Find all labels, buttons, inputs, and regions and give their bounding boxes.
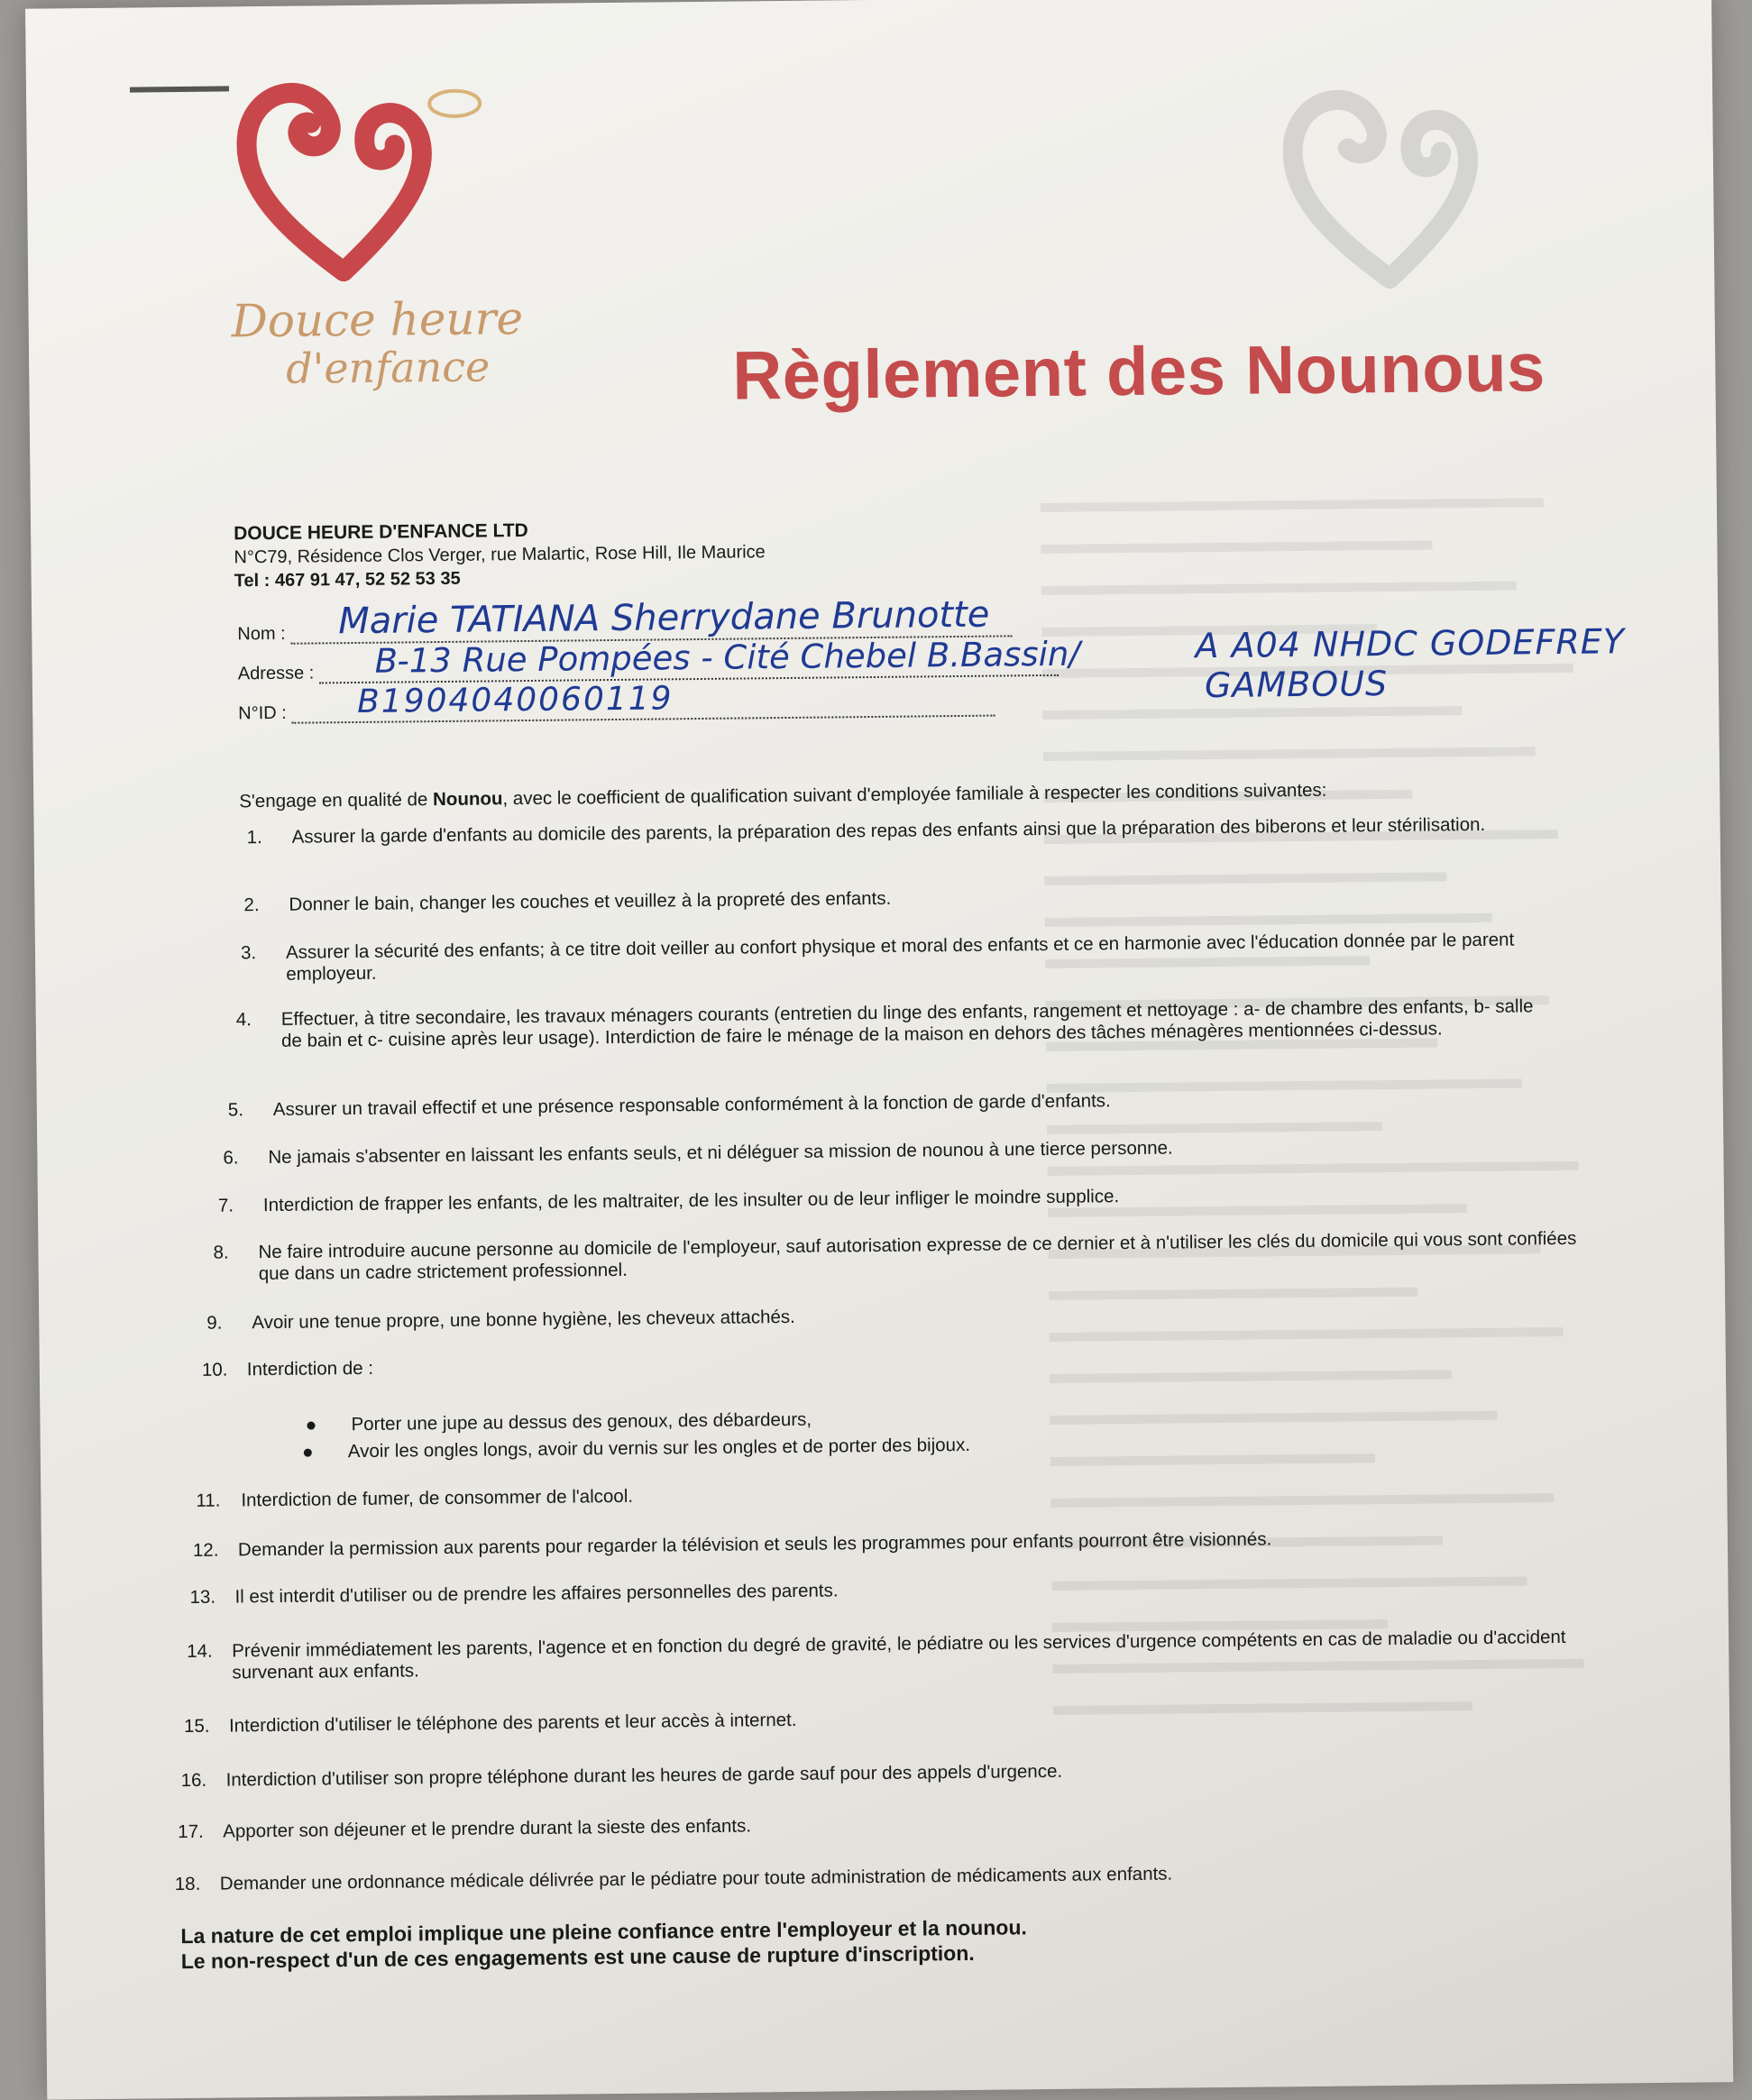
rule-text: Ne jamais s'absenter en laissant les enfants seuls, et ni déléguer sa mission de nounou à une tierce personne. xyxy=(268,1137,1173,1169)
rule-text: Il est interdit d'utiliser ou de prendre les affaires personnelles des parents. xyxy=(234,1580,839,1608)
heart-logo-icon xyxy=(225,67,498,304)
footer-note xyxy=(180,1914,1027,1974)
page-title: Règlement des Nounous xyxy=(731,329,1546,415)
rule-text: Demander la permission aux parents pour regarder la télévision et seuls les programmes pour enfants pourront être visionnés. xyxy=(237,1528,1272,1561)
rule-text: Assurer un travail effectif et une présence responsable conformément à la fonction de garde d'enfants. xyxy=(272,1090,1111,1120)
bullet-dot xyxy=(307,1422,315,1430)
watermark-logo-icon xyxy=(1270,74,1543,293)
rule-text: Effectuer, à titre secondaire, les travaux ménagers courants (entretien du linge des enfants, rangement et nettoyage : a- de chambre des enfants, b- salle de bain et c- cuisine après leur usage). Interdiction de faire le ménage de la maison en dehors des tâches ménagères mentionnées ci-dessus. xyxy=(280,995,1534,1051)
rule-text: Ne faire introduire aucune personne au domicile de l'employeur, sauf autorisation expresse de ce dernier et à n'utiliser les clés du domicile qui vous sont confiées que dans un cadre strictement professionnel. xyxy=(258,1227,1577,1285)
nom-label: Nom : xyxy=(237,623,286,645)
rule-text: Interdiction d'utiliser le téléphone des parents et leur accès à internet. xyxy=(228,1709,797,1737)
rule-number: 16. xyxy=(180,1769,207,1792)
document-page xyxy=(25,0,1733,2100)
rule-number: 14. xyxy=(187,1640,213,1663)
intro-text-start: S'engage en qualité de xyxy=(239,789,434,812)
company-address: N°C79, Résidence Clos Verger, rue Malartic, Rose Hill, Ile Maurice xyxy=(234,542,766,568)
rule-number: 5. xyxy=(227,1099,244,1121)
rule-number: 12. xyxy=(192,1539,219,1561)
rule-number: 15. xyxy=(183,1715,210,1738)
sub-bullet-text: Avoir les ongles longs, avoir du vernis sur les ongles et de porter des bijoux. xyxy=(347,1434,971,1463)
adresse-handwritten-value: B-13 Rue Pompées - Cité Chebel B.Bassin/ xyxy=(374,634,1081,681)
rule-number: 4. xyxy=(235,1009,252,1031)
nom-handwritten-value: Marie TATIANA Sherrydane Brunotte xyxy=(337,593,990,643)
rule-text: Demander une ordonnance médicale délivrée par le pédiatre pour toute administration de médicaments aux enfants. xyxy=(219,1863,1173,1894)
bullet-dot xyxy=(304,1449,312,1457)
rule-number: 2. xyxy=(243,894,260,916)
adresse-label: Adresse : xyxy=(237,663,315,684)
rule-text: Interdiction de fumer, de consommer de l'alcool. xyxy=(241,1485,634,1511)
rule-number: 3. xyxy=(240,942,257,964)
sub-bullet-item xyxy=(307,1409,812,1436)
sub-bullet-text: Porter une jupe au dessus des genoux, des débardeurs, xyxy=(351,1408,812,1435)
rule-number: 7. xyxy=(217,1195,234,1216)
rule-text: Interdiction d'utiliser son propre téléphone durant les heures de garde sauf pour des appels d'urgence. xyxy=(225,1760,1063,1791)
intro-role: Nounou xyxy=(432,788,503,811)
rule-number: 8. xyxy=(213,1242,229,1263)
rule-text: Assurer la sécurité des enfants; à ce titre doit veiller au confort physique et moral des enfants et ce en harmonie avec l'éducation donnée par le parent employeur. xyxy=(285,929,1515,985)
footer-line2: Le non-respect d'un de ces engagements est une cause de rupture d'inscription. xyxy=(180,1940,975,1974)
company-name: DOUCE HEURE D'ENFANCE LTD xyxy=(234,519,528,545)
logo-text-line1: Douce heure xyxy=(231,292,524,348)
rule-text: Interdiction de : xyxy=(246,1357,374,1380)
rule-number: 1. xyxy=(246,827,262,848)
intro-text-end: , avec le coefficient de qualification suivant d'employée familiale à respecter les conditions suivantes: xyxy=(502,779,1327,810)
rule-number: 18. xyxy=(174,1873,201,1895)
rule-number: 10. xyxy=(201,1359,228,1380)
sub-bullet-item xyxy=(304,1435,970,1463)
logo-text-line2: d'enfance xyxy=(285,342,491,393)
adresse-handwritten-note-line2: GAMBOUS xyxy=(1204,664,1389,706)
rule-text: Avoir une tenue propre, une bonne hygiène, les cheveux attachés. xyxy=(252,1306,795,1334)
rule-text: Donner le bain, changer les couches et veuillez à la propreté des enfants. xyxy=(289,887,892,915)
rule-number: 11. xyxy=(196,1490,221,1511)
company-logo xyxy=(206,67,524,413)
id-label: N°ID : xyxy=(238,702,287,724)
rule-text: Apporter son déjeuner et le prendre durant la sieste des enfants. xyxy=(223,1815,752,1842)
rule-text: Assurer la garde d'enfants au domicile des parents, la préparation des repas des enfants ainsi que la préparation des biberons et leur stérilisation. xyxy=(291,813,1486,848)
footer-line1: La nature de cet emploi implique une pleine confiance entre l'employeur et la nounou. xyxy=(180,1915,1027,1949)
rule-text: Prévenir immédiatement les parents, l'agence et en fonction du degré de gravité, le pédiatre ou les services d'urgence compétents en cas de maladie ou d'accident survenant aux enfants. xyxy=(232,1626,1566,1683)
rule-number: 9. xyxy=(206,1312,223,1334)
adresse-handwritten-note-line1: A A04 NHDC GODEFREY xyxy=(1195,621,1626,666)
rule-number: 17. xyxy=(178,1820,204,1843)
company-phone: Tel : 467 91 47, 52 52 53 35 xyxy=(234,568,461,591)
rule-number: 13. xyxy=(189,1586,216,1608)
rule-number: 6. xyxy=(223,1147,239,1169)
id-handwritten-value: B1904040060119 xyxy=(356,680,674,720)
rule-text: Interdiction de frapper les enfants, de les maltraiter, de les insulter ou de leur infliger le moindre supplice. xyxy=(262,1186,1120,1216)
company-info xyxy=(234,517,766,592)
